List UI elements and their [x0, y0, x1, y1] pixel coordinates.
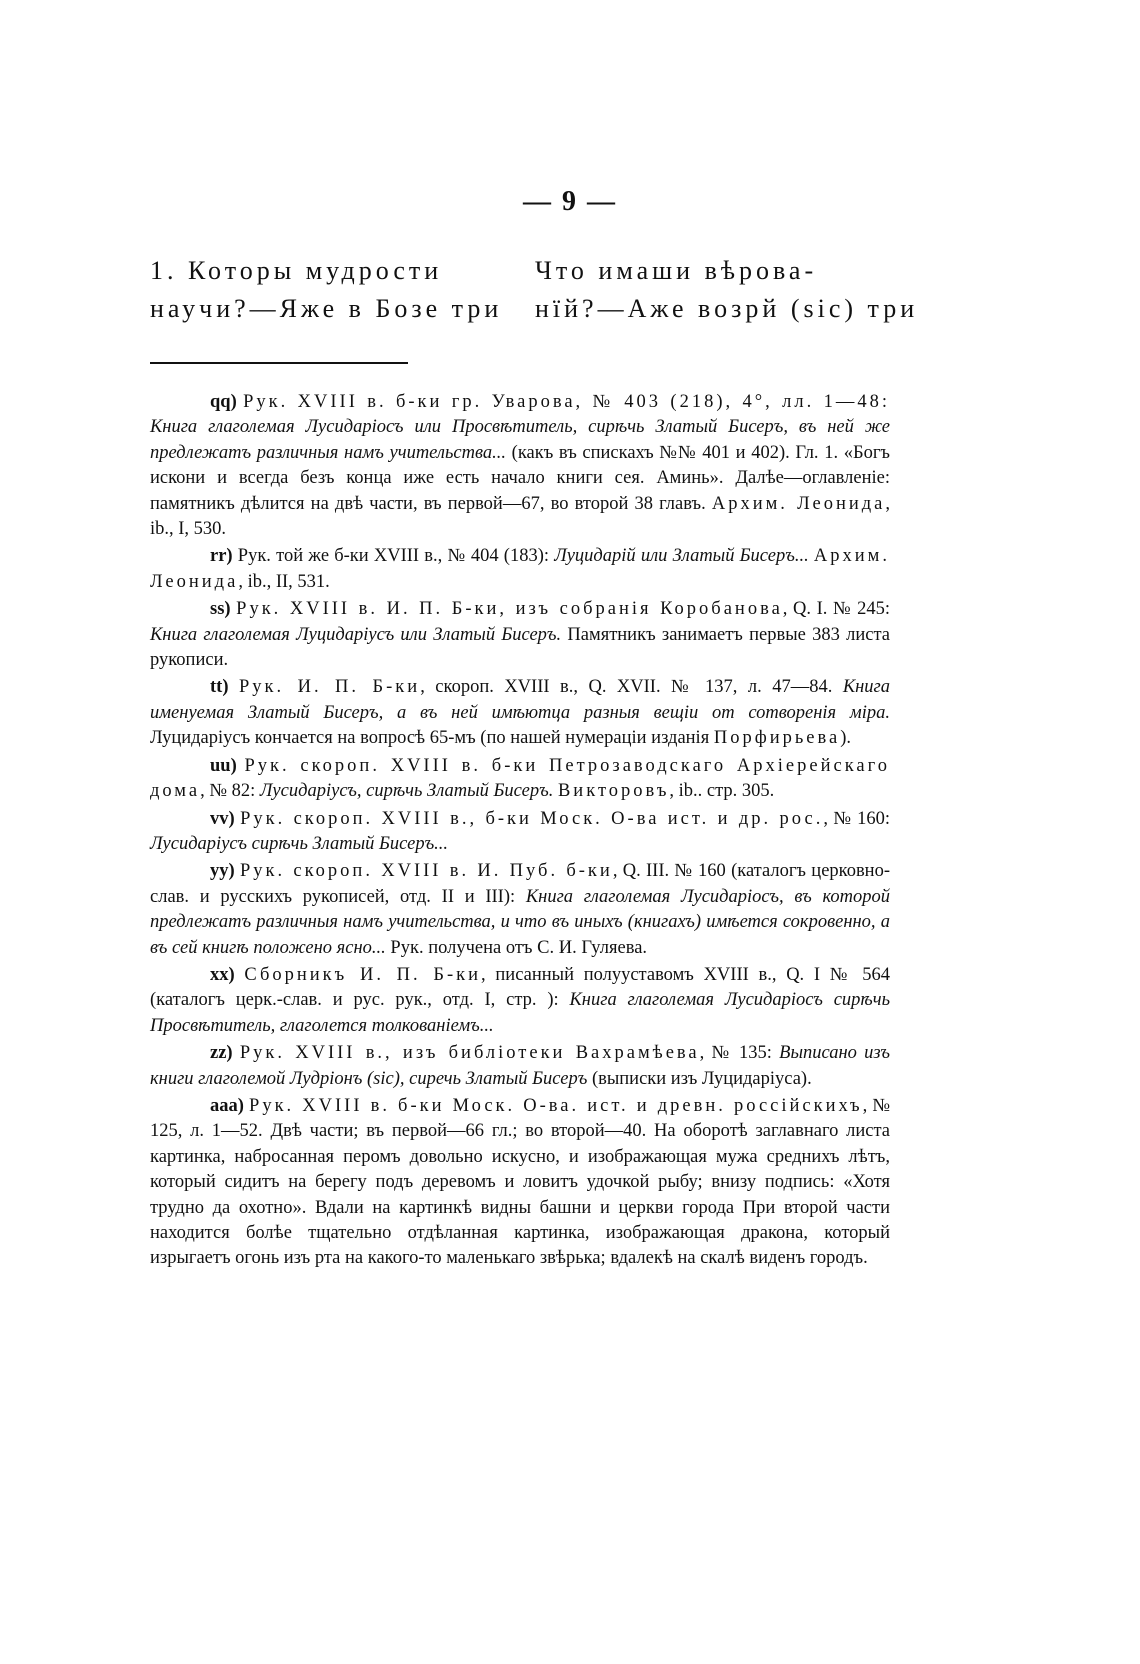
footnote-label: zz): [210, 1043, 233, 1064]
footnote-text-segment: Порфирьева: [713, 728, 841, 749]
footnotes: [150, 390, 890, 1274]
footnote: [150, 1094, 890, 1272]
footnote: [150, 859, 890, 961]
footnote-text-segment: , скороп. XVIII в., Q. XVII. № 137, л. 47—84.: [420, 677, 843, 698]
footnote-text-segment: , № 125, л. 1—52. Двѣ части; въ первой—66 гл.; во второй—40. На оборотѣ заглавнаго листа картинка, набросанная перомъ довольно искусно, и изображающая мужа среднихъ лѣтъ, который сидитъ на берегу подъ деревомъ и ловитъ удочкой рыбу; внизу подпись: «Хотя трудно да охотно». Вдали на картинкѣ видны башни и церкви города При второй части находится болѣе тщательно отдѣланная картинка, изображающая дракона, который изрыгаетъ огонь изъ рта на какого-то маленькаго звѣрька; вдалекѣ на скалѣ виденъ городъ.: [150, 1095, 891, 1269]
footnote-text-segment: , Q. I. № 245:: [782, 599, 891, 620]
footnote-text-segment: Книга глаголемая Луцидаріусъ или Златый Бисеръ.: [150, 624, 562, 645]
footnote-text-segment: Рук. XVIII в. б-ки Моск. О-ва. ист. и древн. россійскихъ: [249, 1095, 863, 1116]
footnote-text-segment: Викторовъ: [557, 781, 670, 802]
footnote-label: rr): [210, 546, 233, 567]
main-text-line-2-right: нїй?—Аже возрй (sic) три: [535, 294, 919, 323]
footnote-text-segment: Луцидаріусъ кончается на вопросѣ 65-мъ (по нашей нумераціи изданія: [150, 728, 714, 749]
footnote-text-segment: (какъ въ спискахъ №№ 401 и 402). Гл. 1. «Богъ искони и всегда безъ конца иже есть начало книги сея. Аминь». Далѣе—оглавленіе: памятникъ дѣлится на двѣ части, въ первой—67, во второй 38 главъ.: [150, 442, 890, 514]
footnote-text-segment: Рук. получена отъ С. И. Гуляева.: [385, 937, 648, 958]
footnote-text-segment: Памятникъ занимаетъ первые 383 листа рукописи.: [150, 624, 890, 671]
footnote-text-segment: , ib., I, 530.: [150, 493, 891, 540]
footnote-text-segment: ).: [840, 728, 851, 749]
main-text-line-2: [150, 290, 919, 328]
footnote-text-segment: Сборникъ И. П. Б-ки: [244, 964, 482, 985]
footnote-label: aaa): [210, 1095, 244, 1116]
footnote-text-segment: Рук. XVIII в. И. П. Б-ки, изъ собранія Коробанова: [236, 599, 783, 620]
footnote: [150, 754, 890, 805]
main-text-line-1-left: 1. Которы мудрости: [150, 256, 443, 285]
footnote-text-segment: Рук. XVIII в. б-ки гр. Уварова, № 403 (218), 4°, лл. 1—48:: [243, 392, 891, 412]
footnote-label: vv): [210, 808, 235, 829]
footnote-text-segment: Рук. скороп. XVIII в. б-ки Петрозаводскаго Архіерейскаго дома: [150, 755, 890, 802]
footnote: [150, 544, 890, 595]
footnote-text-segment: , ib., II, 531.: [238, 571, 330, 592]
footnote: [150, 1041, 890, 1092]
footnote-label: yy): [210, 861, 235, 882]
footnote-text-segment: Архим. Леонида: [150, 546, 890, 592]
footnote-text-segment: Рук. И. П. Б-ки: [238, 677, 421, 698]
main-text-line-1-right: Что имаши вѣрова-: [535, 256, 818, 285]
footnote-text-segment: Луцидарій или Златый Бисеръ...: [554, 546, 809, 567]
footnote-label: uu): [210, 755, 237, 776]
main-text-fragment: [150, 252, 919, 328]
footnote-text-segment: , ib.. стр. 305.: [669, 781, 775, 802]
footnote-text-segment: , № 160:: [823, 808, 891, 829]
main-text-line-1: [150, 252, 890, 290]
page-number: — 9 —: [523, 186, 617, 217]
footnote-label: ss): [210, 599, 231, 620]
footnote-text-segment: (выписки изъ Луцидаріуса).: [587, 1068, 812, 1089]
footnote: [150, 963, 890, 1039]
footnote-text-segment: , № 135:: [699, 1043, 780, 1064]
footnote-text-segment: Книга глаголемая Лусидаріосъ сирѣчь Просвѣтитель, глаголется толкованіемъ...: [150, 990, 890, 1036]
footnote-label: xx): [210, 964, 235, 985]
footnote: [150, 597, 890, 673]
footnote-text-segment: Рук. XVIII в., изъ библіотеки Вахрамѣева: [239, 1043, 700, 1064]
footnote-text-segment: Рук. скороп. XVIII в. И. Пуб. б-ки: [239, 861, 613, 882]
footnote-text-segment: Архим. Леонида: [711, 493, 886, 514]
footnote-text-segment: Книга глаголемая Лусидаріосъ или Просвѣтитель, сирѣчь Златый Бисеръ, въ ней же предлежатъ различныя намъ учительства...: [150, 417, 890, 463]
footnote-text-segment: Книга именуемая Златый Бисеръ, а въ ней имѣютца разныя вещіи от сотворенія міра.: [150, 677, 891, 723]
footnote-label: tt): [210, 677, 229, 698]
footnote-text-segment: Лусидаріусъ, сирѣчь Златый Бисеръ.: [259, 781, 554, 802]
footnote: [150, 807, 890, 858]
footnote-text-segment: Выписано изъ книги глаголемой Лудріонъ (sic), сиречь Златый Бисеръ: [150, 1043, 890, 1089]
footnote: [150, 675, 890, 751]
footnote-label: qq): [210, 392, 237, 412]
footnote-text-segment: , писанный полууставомъ XVIII в., Q. I № 564 (каталогъ церк.-слав. и рус. рук., отд. I, стр. ):: [150, 964, 891, 1011]
footnote-text-segment: Книга глаголемая Лусидаріосъ, въ которой предлежатъ различныя намъ учительства, и что въ иныхъ (книгахъ) имѣется сокровенно, а въ сей книгѣ положено ясно...: [150, 886, 891, 958]
footnote-text-segment: Лусидаріусъ сирѣчь Златый Бисеръ...: [150, 833, 449, 854]
footnote-text-segment: Рук. той же б-ки XVIII в., № 404 (183):: [237, 546, 555, 567]
footnote: [150, 390, 890, 542]
main-text-line-2-left: научи?—Яже в Бозе три: [150, 294, 503, 323]
footnote-text-segment: Рук. скороп. XVIII в., б-ки Моск. О-ва ист. и др. рос.: [240, 808, 824, 829]
footnote-text-segment: , № 82:: [200, 781, 260, 802]
footnote-text-segment: , Q. III. № 160 (каталогъ церковно-слав. и русскихъ рукописей, отд. II и III):: [150, 861, 890, 907]
footnote-separator-rule: [150, 362, 408, 364]
